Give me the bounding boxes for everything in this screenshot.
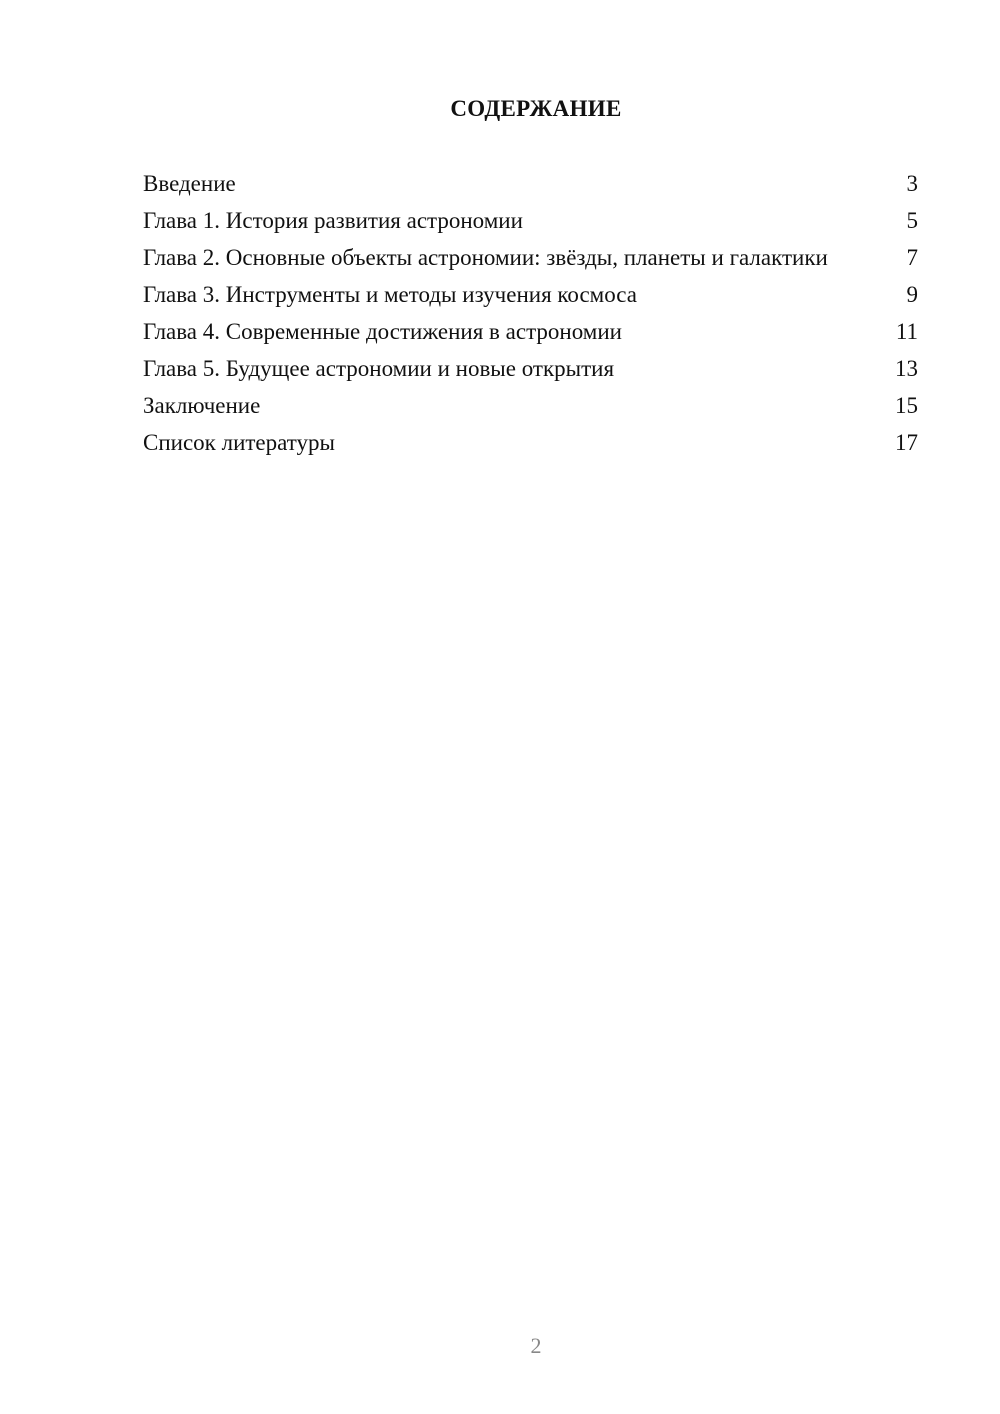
toc-entry-title: Глава 1. История развития астрономии [143, 208, 523, 233]
toc-entry [143, 244, 918, 271]
table-of-contents [143, 170, 918, 466]
toc-entry-page: 9 [906, 282, 918, 307]
toc-entry-title: Глава 3. Инструменты и методы изучения космоса [143, 282, 638, 307]
toc-entry-title: Глава 4. Современные достижения в астрономии [143, 319, 622, 344]
toc-entry-title: Список литературы [143, 430, 335, 455]
toc-entry-title: Введение [143, 171, 236, 196]
toc-entry [143, 355, 918, 382]
page-number: 2 [530, 1333, 542, 1358]
toc-entry-title: Глава 2. Основные объекты астрономии: звёзды, планеты и галактики [143, 245, 828, 270]
toc-entry-page: 3 [906, 171, 918, 196]
toc-entry-page: 7 [906, 245, 918, 270]
toc-entry-title: Глава 5. Будущее астрономии и новые открытия [143, 356, 615, 381]
toc-entry [143, 170, 918, 197]
toc-entry-page: 5 [906, 208, 918, 233]
toc-entry [143, 429, 918, 456]
toc-entry-page: 17 [895, 430, 918, 455]
toc-entry [143, 318, 918, 345]
toc-entry [143, 392, 918, 419]
toc-entry-page: 15 [895, 393, 918, 418]
toc-entry [143, 207, 918, 234]
toc-entry [143, 281, 918, 308]
toc-entry-page: 13 [895, 356, 918, 381]
toc-entry-page: 11 [895, 319, 918, 344]
toc-entry-title: Заключение [143, 393, 261, 418]
page-title: СОДЕРЖАНИЕ [450, 96, 622, 121]
